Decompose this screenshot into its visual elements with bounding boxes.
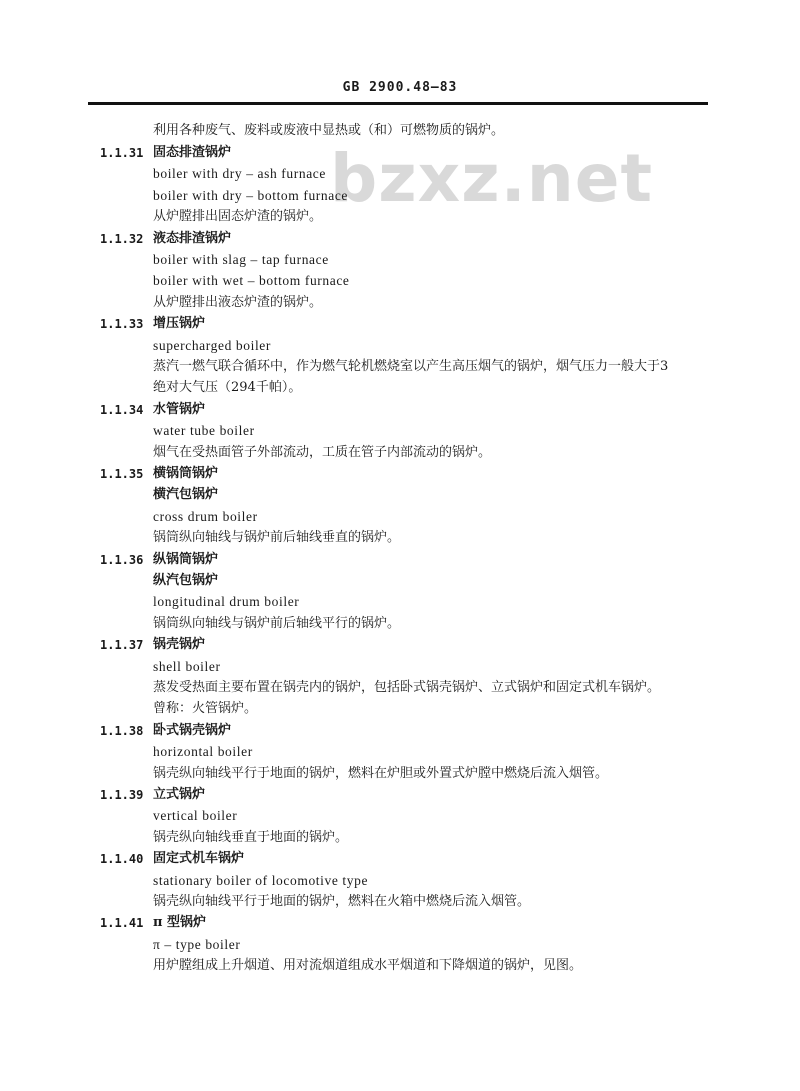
term-zh: 横汽包锅炉 (153, 487, 219, 503)
term-zh: 液态排渣锅炉 (153, 230, 232, 246)
term-en: boiler with dry – bottom furnace (153, 187, 349, 203)
term-zh: 锅壳锅炉 (153, 637, 206, 653)
definition: 锅壳纵向轴线平行于地面的锅炉，燃料在火箱中燃烧后流入烟管。 (153, 894, 531, 909)
definition: 锅筒纵向轴线与锅炉前后轴线垂直的锅炉。 (153, 530, 401, 546)
header-rule (88, 102, 708, 105)
term-en: boiler with slag – tap furnace (153, 252, 329, 267)
term-en: vertical boiler (153, 808, 238, 824)
entry-number: 1.1.40 (100, 852, 144, 867)
term-en: cross drum boiler (153, 508, 258, 524)
entry-number: 1.1.41 (100, 916, 144, 931)
definition: 曾称：火管锅炉。 (153, 701, 258, 717)
definition: 烟气在受热面管子外部流动，工质在管子内部流动的锅炉。 (153, 444, 492, 460)
term-zh: 横锅筒锅炉 (153, 466, 219, 481)
definition: 蒸汽一燃气联合循环中，作为燃气轮机燃烧室以产生高压烟气的锅炉，烟气压力一般大于3 (153, 359, 669, 374)
entry-number: 1.1.33 (100, 317, 144, 332)
term-zh: 固定式机车锅炉 (153, 851, 245, 867)
term-en: water tube boiler (153, 423, 255, 439)
term-zh: 纵锅筒锅炉 (153, 551, 219, 567)
definition: 绝对大气压（294千帕）。 (153, 380, 302, 396)
watermark: bzxz.net (330, 140, 654, 217)
term-en: supercharged boiler (153, 337, 271, 353)
entry-number: 1.1.38 (100, 723, 144, 738)
term-en: longitudinal drum boiler (153, 594, 300, 610)
term-zh: 水管锅炉 (153, 401, 206, 417)
term-en: boiler with dry – ash furnace (153, 166, 326, 182)
definition: 从炉膛排出液态炉渣的锅炉。 (153, 294, 323, 310)
definition: 锅壳纵向轴线垂直于地面的锅炉。 (153, 829, 349, 845)
entry-number: 1.1.39 (100, 788, 144, 802)
term-en: boiler with wet – bottom furnace (153, 273, 350, 289)
definition: 蒸发受热面主要布置在锅壳内的锅炉，包括卧式锅壳锅炉、立式锅炉和固定式机车锅炉。 (153, 680, 661, 695)
page-header: GB 2900.48—83 (342, 80, 458, 95)
entry-number: 1.1.37 (100, 638, 144, 653)
term-zh: 固态排渣锅炉 (153, 145, 232, 160)
term-en: shell boiler (153, 658, 221, 674)
term-en: stationary boiler of locomotive type (153, 872, 369, 888)
term-zh: 纵汽包锅炉 (153, 573, 219, 588)
entry-number: 1.1.31 (100, 146, 144, 160)
definition: 锅筒纵向轴线与锅炉前后轴线平行的锅炉。 (153, 615, 401, 631)
term-en: π – type boiler (153, 936, 241, 952)
entry-number: 1.1.36 (100, 552, 144, 567)
definition: 锅壳纵向轴线平行于地面的锅炉，燃料在炉胆或外置式炉膛中燃烧后流入烟管。 (153, 765, 609, 781)
entry-number: 1.1.32 (100, 231, 144, 246)
entry-number: 1.1.34 (100, 402, 144, 417)
term-en: horizontal boiler (153, 744, 253, 760)
term-zh: 立式锅炉 (153, 787, 206, 802)
entry-number: 1.1.35 (100, 467, 144, 481)
term-zh: 增压锅炉 (153, 316, 206, 332)
definition: 从炉膛排出固态炉渣的锅炉。 (153, 209, 323, 225)
term-zh: π 型锅炉 (153, 915, 207, 931)
intro-line: 利用各种废气、废料或废液中显热或（和）可燃物质的锅炉。 (153, 123, 505, 138)
term-zh: 卧式锅壳锅炉 (153, 722, 232, 738)
definition: 用炉膛组成上升烟道、用对流烟道组成水平烟道和下降烟道的锅炉，见图。 (153, 958, 583, 974)
